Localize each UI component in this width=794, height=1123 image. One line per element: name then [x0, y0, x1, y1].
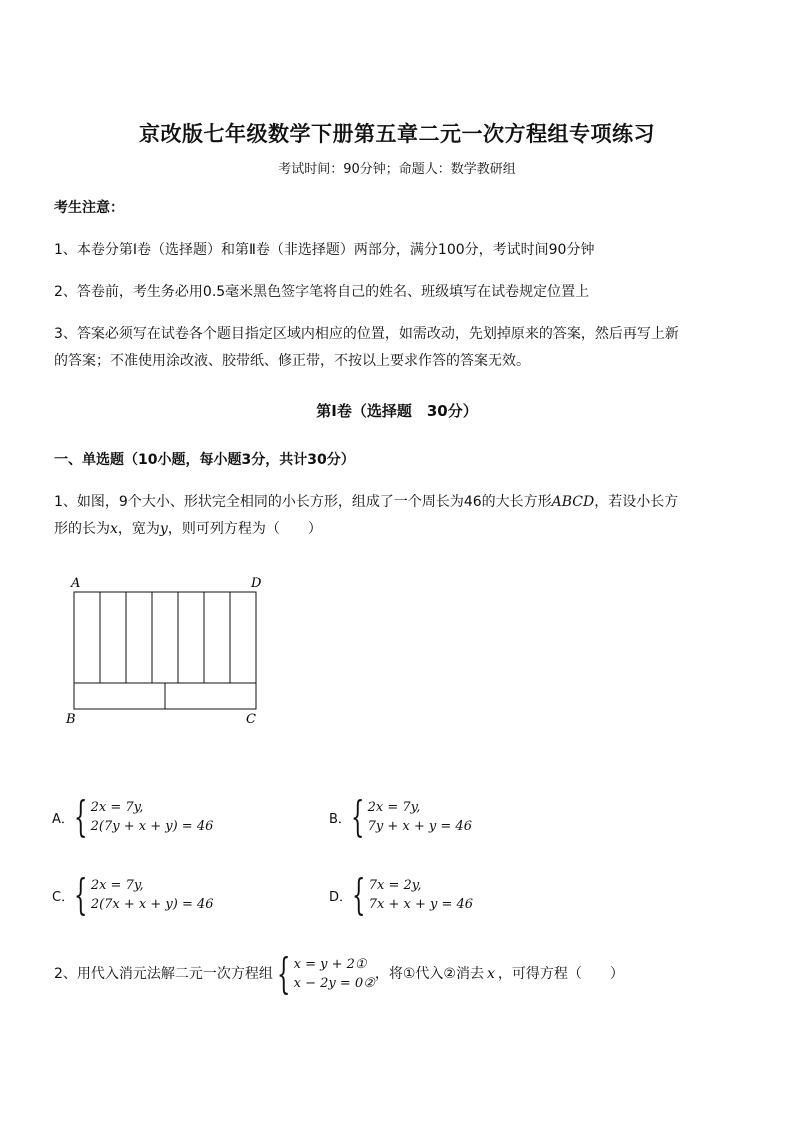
q2-text-b: ，将①代入②消去 — [374, 965, 484, 982]
notice-heading: 考生注意： — [54, 200, 124, 216]
option-d-equations — [369, 876, 473, 914]
option-d[interactable] — [329, 870, 474, 919]
equation: x = y + 2① — [293, 957, 367, 972]
notice-item-1: 1、本卷分第Ⅰ卷（选择题）和第Ⅱ卷（非选择题）两部分，满分100分，考试时间90分钟 — [54, 242, 595, 258]
page-title: 京改版七年级数学下册第五章二元一次方程组专项练习 — [139, 121, 655, 146]
equation: 2(7y + x + y) = 46 — [90, 819, 214, 834]
q2-equations — [294, 955, 375, 993]
vertex-label-d: D — [251, 576, 262, 591]
question-1-line2 — [54, 516, 322, 543]
q1-var-y: y — [159, 521, 168, 537]
option-b[interactable] — [329, 792, 472, 841]
brace-icon: { — [352, 870, 366, 919]
option-c-label: C． — [52, 889, 75, 905]
rectangle-figure — [60, 572, 275, 732]
q2-text-c: ，可得方程（ ） — [497, 965, 624, 982]
vertex-label-c: C — [246, 712, 256, 727]
question-2 — [54, 949, 624, 998]
vertex-label-a: A — [71, 576, 81, 591]
option-c-equations — [91, 876, 214, 914]
equation: 2x = 7y, — [90, 800, 144, 815]
q1-text-a: 1、如图，9个大小、形状完全相同的小长方形，组成了一个周长为46的大长方形 — [54, 494, 552, 510]
section-heading: 一、单选题（10小题，每小题3分，共计30分） — [54, 452, 355, 468]
q1-text-b: ，若设小长方 — [594, 494, 679, 510]
q1-text-d: ，宽为 — [117, 521, 160, 537]
exam-info: 考试时间：90分钟；命题人：数学教研组 — [278, 162, 516, 177]
option-a-label: A． — [52, 811, 74, 827]
equation: 2x = 7y, — [90, 878, 144, 893]
notice-item-3-line2: 的答案；不准使用涂改液、胶带纸、修正带，不按以上要求作答的答案无效。 — [54, 353, 530, 369]
equation: 7x = 2y, — [368, 878, 422, 893]
brace-icon: { — [74, 870, 88, 919]
q1-text-e: ，则可列方程为（ ） — [167, 521, 322, 537]
q1-text-c: 形的长为 — [54, 521, 110, 537]
part1-title: 第Ⅰ卷（选择题 30分） — [316, 402, 478, 420]
notice-item-2: 2、答卷前，考生务必用0.5毫米黑色签字笔将自己的姓名、班级填写在试卷规定位置上 — [54, 284, 590, 300]
brace-icon: { — [350, 792, 365, 841]
equation: 2(7x + x + y) = 46 — [90, 897, 214, 912]
option-b-label: B． — [329, 811, 351, 827]
equation: x − 2y = 0② — [293, 976, 375, 991]
q1-var-x: x — [110, 521, 118, 537]
equation: 7y + x + y = 46 — [367, 819, 472, 834]
vertex-label-b: B — [66, 712, 76, 727]
equation: 2x = 7y, — [367, 800, 421, 815]
option-d-label: D． — [329, 889, 353, 905]
question-1-line1 — [54, 489, 678, 516]
q2-var-x: x — [486, 965, 495, 982]
equation: 7x + x + y = 46 — [368, 897, 474, 912]
brace-icon: { — [73, 792, 88, 841]
option-a-equations — [91, 798, 214, 836]
q2-text-a: 2、用代入消元法解二元一次方程组 — [54, 965, 273, 982]
option-c[interactable] — [52, 870, 214, 919]
notice-item-3-line1: 3、答案必须写在试卷各个题目指定区域内相应的位置，如需改动，先划掉原来的答案，然后再写上新 — [54, 326, 679, 342]
brace-icon: { — [276, 949, 291, 998]
option-a[interactable] — [52, 792, 214, 841]
option-b-equations — [368, 798, 472, 836]
q1-var-abcd: ABCD — [551, 494, 595, 510]
